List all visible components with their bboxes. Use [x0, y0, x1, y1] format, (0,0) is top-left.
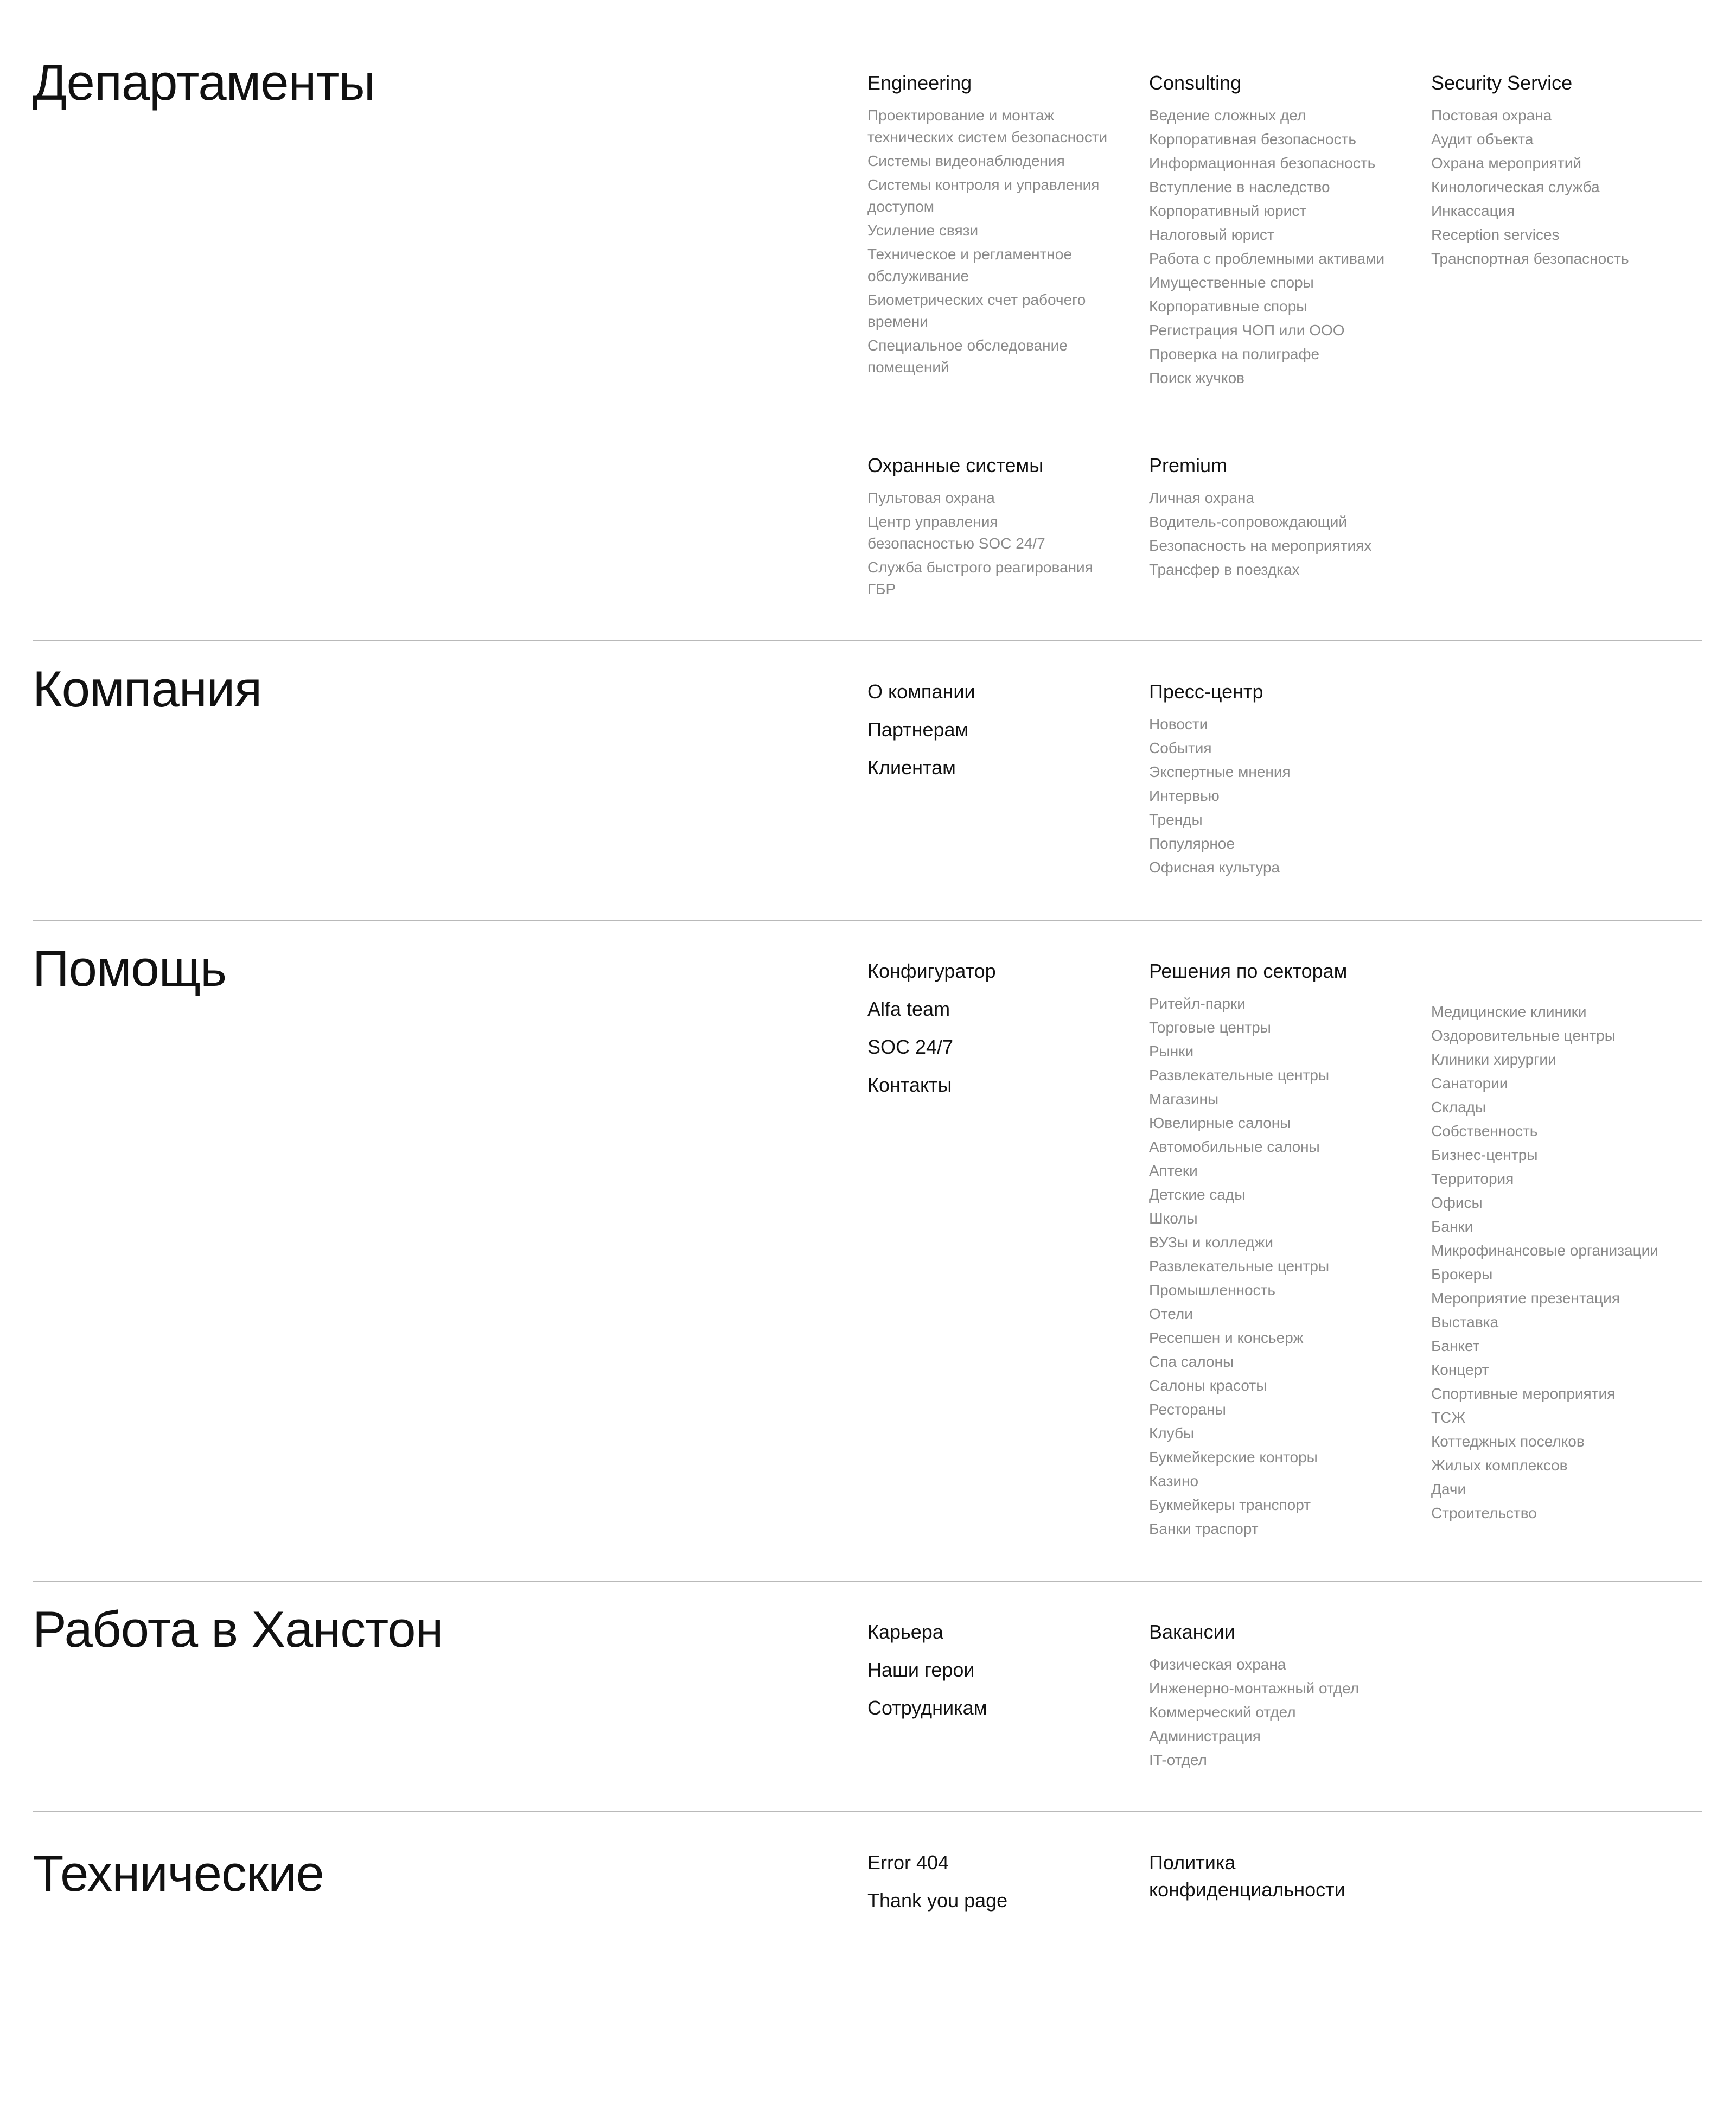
premium-link[interactable]: Безопасность на мероприятиях	[1149, 537, 1372, 554]
sector-link[interactable]: Санатории	[1431, 1075, 1508, 1092]
sector-link[interactable]: Ювелирные салоны	[1149, 1114, 1291, 1131]
security-systems-link[interactable]: Служба быстрого реагирования ГБР	[867, 559, 1093, 597]
sector-link[interactable]: Микрофинансовые организации	[1431, 1242, 1658, 1259]
engineering-link[interactable]: Усиление связи	[867, 222, 979, 239]
consulting-link[interactable]: Работа с проблемными активами	[1149, 250, 1385, 267]
help-link[interactable]: SOC 24/7	[867, 1036, 954, 1058]
security-service-link[interactable]: Постовая охрана	[1431, 107, 1552, 124]
consulting-column	[1149, 69, 1399, 391]
press-center-heading[interactable]: Пресс-центр	[1149, 680, 1263, 703]
privacy-policy-link[interactable]: Политика конфиденциальности	[1149, 1851, 1345, 1901]
technical-title: Технические	[33, 1845, 324, 1902]
sector-link[interactable]: Школы	[1149, 1210, 1198, 1227]
vacancy-link[interactable]: Физическая охрана	[1149, 1656, 1286, 1673]
premium-link[interactable]: Трансфер в поездках	[1149, 561, 1300, 578]
vacancy-link[interactable]: IT-отдел	[1149, 1751, 1207, 1768]
security-service-link[interactable]: Охрана мероприятий	[1431, 155, 1582, 171]
security-service-column	[1431, 69, 1681, 272]
technical-section	[33, 1811, 1702, 2082]
consulting-list	[1149, 105, 1431, 389]
careers-title: Работа в Ханстон	[33, 1601, 443, 1658]
sectors-column	[1149, 958, 1692, 1542]
sectors-list-1	[1149, 993, 1420, 1540]
security-systems-heading[interactable]: Охранные системы	[867, 454, 1044, 476]
consulting-link[interactable]: Информационная безопасность	[1149, 155, 1376, 171]
press-center-link[interactable]: Офисная культура	[1149, 859, 1280, 876]
sector-link[interactable]: Ресепшен и консьерж	[1149, 1329, 1304, 1346]
premium-link[interactable]: Водитель-сопровождающий	[1149, 513, 1347, 530]
security-service-link[interactable]: Аудит объекта	[1431, 131, 1534, 148]
vacancies-column	[1149, 1619, 1399, 1773]
premium-list	[1149, 487, 1399, 581]
sector-link[interactable]: Отели	[1149, 1305, 1193, 1322]
security-service-link[interactable]: Кинологическая служба	[1431, 179, 1600, 195]
sector-link[interactable]: Медицинские клиники	[1431, 1003, 1587, 1020]
careers-link[interactable]: Сотрудникам	[867, 1697, 987, 1719]
sector-link[interactable]: Склады	[1431, 1099, 1486, 1116]
sector-link[interactable]: ВУЗы и колледжи	[1149, 1234, 1274, 1251]
sector-link[interactable]: Собственность	[1431, 1123, 1538, 1139]
security-systems-list	[867, 487, 1095, 600]
help-links	[867, 958, 1117, 1099]
press-center-link[interactable]: Экспертные мнения	[1149, 763, 1291, 780]
press-center-column	[1149, 678, 1399, 881]
press-center-link[interactable]: Интервью	[1149, 787, 1220, 804]
technical-link[interactable]: Thank you page	[867, 1889, 1008, 1912]
sector-link[interactable]: Жилых комплексов	[1431, 1457, 1568, 1474]
company-title: Компания	[33, 660, 262, 717]
engineering-link[interactable]: Техническое и регламентное обслуживание	[867, 246, 1073, 284]
technical-links-column	[867, 1849, 1117, 1925]
engineering-link[interactable]: Системы видеонаблюдения	[867, 152, 1065, 169]
press-center-link[interactable]: Тренды	[1149, 811, 1203, 828]
sector-link[interactable]: Промышленность	[1149, 1282, 1275, 1298]
security-systems-link[interactable]: Пультовая охрана	[867, 489, 995, 506]
sector-link[interactable]: Строительство	[1431, 1505, 1537, 1521]
careers-link[interactable]: Наши герои	[867, 1659, 975, 1681]
vacancy-link[interactable]: Администрация	[1149, 1728, 1261, 1744]
sector-link[interactable]: Клубы	[1149, 1425, 1195, 1442]
help-section	[33, 920, 1702, 1581]
engineering-link[interactable]: Системы контроля и управления доступом	[867, 176, 1100, 215]
consulting-link[interactable]: Проверка на полиграфе	[1149, 346, 1320, 362]
sector-link[interactable]: Рестораны	[1149, 1401, 1226, 1418]
sector-link[interactable]: Автомобильные салоны	[1149, 1138, 1320, 1155]
vacancy-link[interactable]: Коммерческий отдел	[1149, 1704, 1296, 1721]
premium-link[interactable]: Личная охрана	[1149, 489, 1255, 506]
engineering-column	[867, 69, 1117, 380]
press-center-link[interactable]: События	[1149, 740, 1212, 756]
sector-link[interactable]: Коттеджных поселков	[1431, 1433, 1585, 1450]
technical-link[interactable]: Error 404	[867, 1851, 949, 1874]
departments-section	[33, 0, 1702, 640]
sectors-list-2	[1431, 1001, 1702, 1526]
sector-link[interactable]: Развлекательные центры	[1149, 1258, 1330, 1275]
sector-link[interactable]: Оздоровительные центры	[1431, 1027, 1616, 1044]
careers-link[interactable]: Карьера	[867, 1621, 943, 1643]
sector-link[interactable]: Букмейкеры транспорт	[1149, 1496, 1311, 1513]
sector-link[interactable]: Рынки	[1149, 1043, 1194, 1060]
sector-link[interactable]: Территория	[1431, 1170, 1514, 1187]
careers-section	[33, 1581, 1702, 1811]
consulting-heading[interactable]: Consulting	[1149, 72, 1242, 94]
sector-link[interactable]: Офисы	[1431, 1194, 1483, 1211]
help-links-column	[867, 958, 1117, 1110]
help-link[interactable]: Контакты	[867, 1074, 952, 1096]
sector-link[interactable]: Букмейкерские конторы	[1149, 1449, 1318, 1466]
press-center-link[interactable]: Популярное	[1149, 835, 1235, 852]
sector-link[interactable]: Банкет	[1431, 1337, 1480, 1354]
engineering-link[interactable]: Биометрических счет рабочего времени	[867, 291, 1086, 330]
sector-link[interactable]: Магазины	[1149, 1091, 1219, 1107]
sectors-heading[interactable]: Решения по секторам	[1149, 960, 1348, 982]
help-title: Помощь	[33, 940, 227, 997]
sector-link[interactable]: Банки	[1431, 1218, 1473, 1235]
sector-link[interactable]: Салоны красоты	[1149, 1377, 1267, 1394]
sector-link[interactable]: Бизнес-центры	[1431, 1146, 1538, 1163]
security-service-link[interactable]: Reception services	[1431, 226, 1560, 243]
engineering-heading[interactable]: Engineering	[867, 72, 972, 94]
engineering-list	[867, 105, 1117, 378]
sector-link[interactable]: Детские сады	[1149, 1186, 1246, 1203]
help-link[interactable]: Конфигуратор	[867, 960, 996, 982]
company-section	[33, 640, 1702, 920]
consulting-link[interactable]: Вступление в наследство	[1149, 179, 1330, 195]
sector-link[interactable]: Выставка	[1431, 1314, 1499, 1330]
company-links	[867, 678, 1117, 781]
consulting-link[interactable]: Корпоративные споры	[1149, 298, 1307, 315]
security-systems-link[interactable]: Центр управления безопасностью SOC 24/7	[867, 513, 1045, 552]
vacancies-heading[interactable]: Вакансии	[1149, 1621, 1235, 1643]
security-service-link[interactable]: Транспортная безопасность	[1431, 250, 1629, 267]
sector-link[interactable]: Спа салоны	[1149, 1353, 1234, 1370]
help-link[interactable]: Alfa team	[867, 998, 950, 1020]
company-link[interactable]: О компании	[867, 680, 975, 703]
company-links-column	[867, 678, 1117, 792]
sector-link[interactable]: Торговые центры	[1149, 1019, 1271, 1036]
vacancies-list	[1149, 1654, 1399, 1771]
sector-link[interactable]: Ритейл-парки	[1149, 995, 1246, 1012]
press-center-list	[1149, 713, 1399, 878]
company-link[interactable]: Клиентам	[867, 756, 956, 779]
sector-link[interactable]: Мероприятие презентация	[1431, 1290, 1620, 1307]
sector-link[interactable]: Развлекательные центры	[1149, 1067, 1330, 1084]
security-service-link[interactable]: Инкассация	[1431, 202, 1515, 219]
sector-link[interactable]: Казино	[1149, 1473, 1199, 1489]
consulting-link[interactable]: Регистрация ЧОП или ООО	[1149, 322, 1345, 339]
premium-column	[1149, 452, 1399, 583]
consulting-link[interactable]: Корпоративный юрист	[1149, 202, 1307, 219]
engineering-link[interactable]: Специальное обследование помещений	[867, 337, 1068, 375]
careers-links-column	[867, 1619, 1117, 1732]
sector-link[interactable]: Аптеки	[1149, 1162, 1198, 1179]
company-link[interactable]: Партнерам	[867, 718, 969, 741]
consulting-link[interactable]: Имущественные споры	[1149, 274, 1314, 291]
technical-links	[867, 1849, 1117, 1914]
vacancy-link[interactable]: Инженерно-монтажный отдел	[1149, 1680, 1360, 1697]
sector-link[interactable]: Банки траспорт	[1149, 1520, 1259, 1537]
privacy-column	[1149, 1849, 1377, 1903]
sector-link[interactable]: Концерт	[1431, 1361, 1489, 1378]
security-service-heading[interactable]: Security Service	[1431, 72, 1573, 94]
sector-link[interactable]: Спортивные мероприятия	[1431, 1385, 1616, 1402]
premium-heading[interactable]: Premium	[1149, 454, 1228, 476]
careers-links	[867, 1619, 1117, 1722]
sector-link[interactable]: Клиники хирургии	[1431, 1051, 1556, 1068]
sector-link[interactable]: Брокеры	[1431, 1266, 1493, 1283]
consulting-link[interactable]: Ведение сложных дел	[1149, 107, 1306, 124]
consulting-link[interactable]: Корпоративная безопасность	[1149, 131, 1356, 148]
sector-link[interactable]: ТСЖ	[1431, 1409, 1466, 1426]
security-service-list	[1431, 105, 1681, 270]
press-center-link[interactable]: Новости	[1149, 716, 1208, 732]
engineering-link[interactable]: Проектирование и монтаж технических систем безопасности	[867, 107, 1108, 145]
departments-title: Департаменты	[33, 54, 375, 111]
security-systems-column	[867, 452, 1117, 602]
consulting-link[interactable]: Поиск жучков	[1149, 369, 1245, 386]
sector-link[interactable]: Дачи	[1431, 1481, 1466, 1498]
consulting-link[interactable]: Налоговый юрист	[1149, 226, 1274, 243]
